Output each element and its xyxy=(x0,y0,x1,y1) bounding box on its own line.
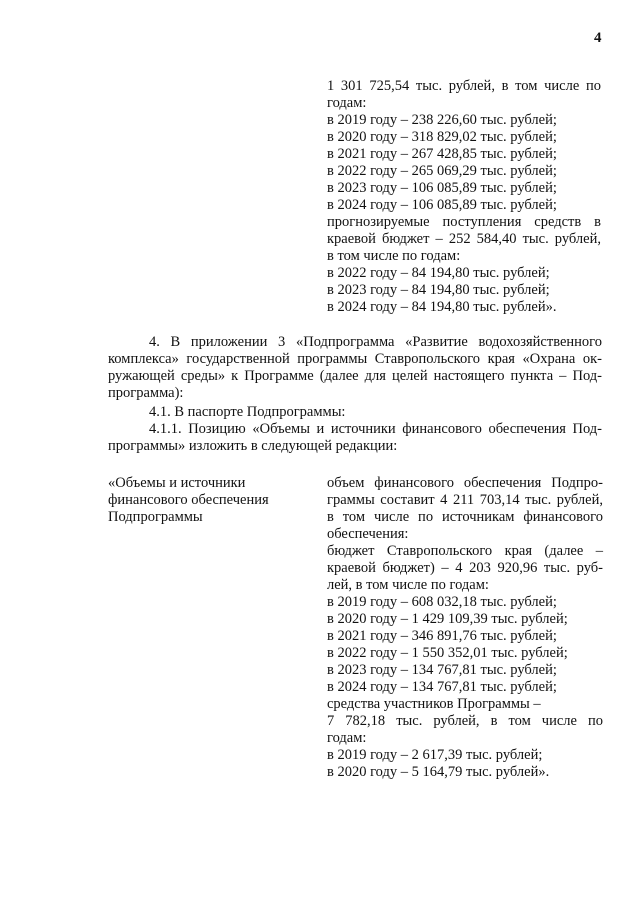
text-line: прогнозируемые поступления средств в xyxy=(327,214,601,230)
paragraph-4 xyxy=(108,334,602,402)
text-line: в 2022 году – 1 550 352,01 тыс. рублей; xyxy=(327,645,568,661)
text-line: краевой бюджет) – 4 203 920,96 тыс. руб- xyxy=(327,560,603,576)
text-line: в 2022 году – 84 194,80 тыс. рублей; xyxy=(327,265,550,281)
text-line: 4.1.1. Позицию «Объемы и источники финансового обеспечения Под- xyxy=(149,421,602,437)
text-line: годам: xyxy=(327,95,367,111)
position-value xyxy=(327,475,603,781)
text-line: «Объемы и источники xyxy=(108,475,246,491)
text-line: 4. В приложении 3 «Подпрограмма «Развитие водохозяйственного xyxy=(149,334,602,350)
position-label xyxy=(108,475,308,526)
text-line: 7 782,18 тыс. рублей, в том числе по xyxy=(327,713,603,729)
text-line: в 2020 году – 5 164,79 тыс. рублей». xyxy=(327,764,550,780)
text-line: в 2021 году – 267 428,85 тыс. рублей; xyxy=(327,146,557,162)
paragraph-4-1-1 xyxy=(108,421,602,455)
text-line: в 2024 году – 106 085,89 тыс. рублей; xyxy=(327,197,557,213)
text-line: обеспечения: xyxy=(327,526,409,542)
text-line: в 2019 году – 608 032,18 тыс. рублей; xyxy=(327,594,557,610)
text-line: в том числе по источникам финансового xyxy=(327,509,603,525)
text-line: Подпрограммы xyxy=(108,509,203,525)
text-line: в 2019 году – 238 226,60 тыс. рублей; xyxy=(327,112,557,128)
text-line: средства участников Программы – xyxy=(327,696,541,712)
text-line: финансового обеспечения xyxy=(108,492,269,508)
text-line: в 2024 году – 134 767,81 тыс. рублей; xyxy=(327,679,557,695)
text-line: в 2023 году – 84 194,80 тыс. рублей; xyxy=(327,282,550,298)
text-line: в 2023 году – 134 767,81 тыс. рублей; xyxy=(327,662,557,678)
text-line: комплекса» государственной программы Ставропольского края «Охрана ок- xyxy=(108,351,602,367)
text-line: программы» изложить в следующей редакции: xyxy=(108,438,398,454)
text-line: в 2021 году – 346 891,76 тыс. рублей; xyxy=(327,628,557,644)
text-line: в том числе по годам: xyxy=(327,248,461,264)
text-line: ружающей среды» к Программе (далее для целей настоящего пункта – Под- xyxy=(108,368,602,384)
text-line: граммы составит 4 211 703,14 тыс. рублей, xyxy=(327,492,603,508)
text-line: в 2023 году – 106 085,89 тыс. рублей; xyxy=(327,180,557,196)
text-line: объем финансового обеспечения Подпро- xyxy=(327,475,603,491)
text-line: в 2020 году – 1 429 109,39 тыс. рублей; xyxy=(327,611,568,627)
page-number: 4 xyxy=(594,30,602,46)
paragraph-4-1: 4.1. В паспорте Подпрограммы: xyxy=(149,404,346,420)
text-line: в 2020 году – 318 829,02 тыс. рублей; xyxy=(327,129,557,145)
text-line: в 2022 году – 265 069,29 тыс. рублей; xyxy=(327,163,557,179)
top-funding-block xyxy=(327,78,601,316)
text-line: годам: xyxy=(327,730,367,746)
text-line: 1 301 725,54 тыс. рублей, в том числе по xyxy=(327,78,601,94)
text-line: краевой бюджет – 252 584,40 тыс. рублей, xyxy=(327,231,601,247)
text-line: программа): xyxy=(108,385,184,401)
text-line: в 2019 году – 2 617,39 тыс. рублей; xyxy=(327,747,543,763)
text-line: в 2024 году – 84 194,80 тыс. рублей». xyxy=(327,299,557,315)
text-line: лей, в том числе по годам: xyxy=(327,577,489,593)
text-line: бюджет Ставропольского края (далее – xyxy=(327,543,603,559)
